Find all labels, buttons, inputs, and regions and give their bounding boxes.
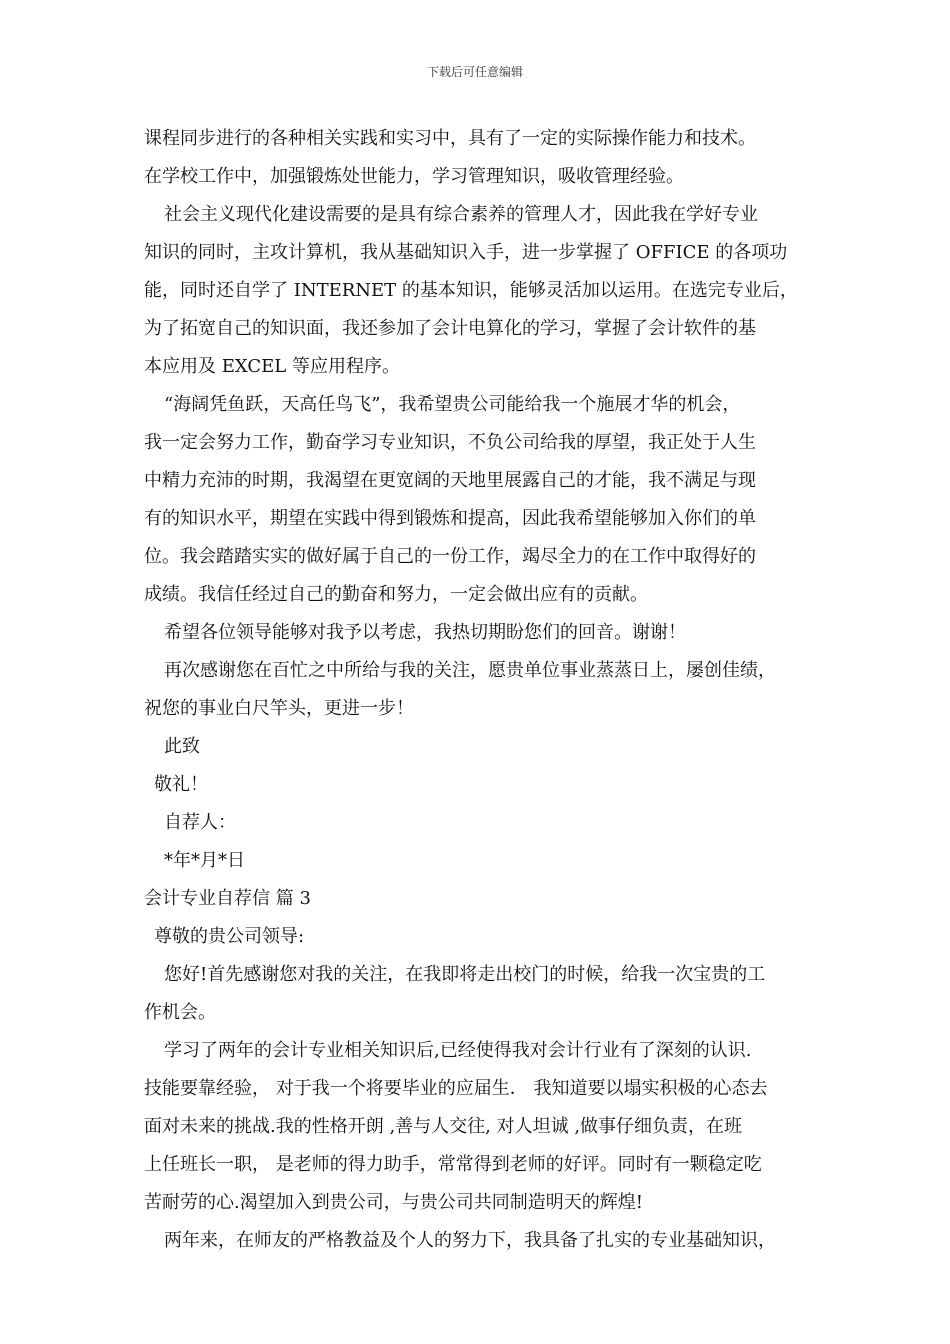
text-line: 中精力充沛的时期，我渴望在更宽阔的天地里展露自己的才能，我不满足与现 (144, 470, 756, 491)
text-line: 苦耐劳的心.渴望加入到贵公司，与贵公司共同制造明天的辉煌! (144, 1192, 643, 1213)
letter-body (144, 120, 824, 1260)
page-header-note: 下载后可任意编辑 (426, 65, 523, 79)
text-line: 敬礼！ (154, 774, 208, 795)
text-line: 您好!首先感谢您对我的关注，在我即将走出校门的时候，给我一次宝贵的工 (164, 964, 766, 985)
text-line: 位。我会踏踏实实的做好属于自己的一份工作，竭尽全力的在工作中取得好的 (144, 546, 756, 567)
text-line: 为了拓宽自己的知识面，我还参加了会计电算化的学习，掌握了会计软件的基 (144, 318, 756, 339)
text-line: “海阔凭鱼跃，天高任鸟飞”，我希望贵公司能给我一个施展才华的机会， (164, 394, 741, 415)
text-line: 再次感谢您在百忙之中所给与我的关注，愿贵单位事业蒸蒸日上，屡创佳绩， (164, 660, 776, 681)
text-line: 上任班长一职， 是老师的得力助手，常常得到老师的好评。同时有一颗稳定吃 (144, 1154, 762, 1175)
text-line: 我一定会努力工作，勤奋学习专业知识，不负公司给我的厚望，我正处于人生 (144, 432, 756, 453)
text-line: 在学校工作中，加强锻炼处世能力，学习管理知识，吸收管理经验。 (144, 166, 684, 187)
text-line: 有的知识水平，期望在实践中得到锻炼和提高，因此我希望能够加入你们的单 (144, 508, 756, 529)
text-line: 技能要靠经验， 对于我一个将要毕业的应届生． 我知道要以塌实积极的心态去 (144, 1078, 768, 1099)
text-line: 本应用及 EXCEL 等应用程序。 (144, 356, 400, 377)
text-line: 成绩。我信任经过自己的勤奋和努力，一定会做出应有的贡献。 (144, 584, 648, 605)
text-line: 能，同时还自学了 INTERNET 的基本知识，能够灵活加以运用。在选完专业后， (144, 280, 798, 301)
text-line: 作机会。 (144, 1002, 216, 1023)
text-line: 面对未来的挑战.我的性格开朗 ,善与人交往, 对人坦诚 ,做事仔细负责，在班 (144, 1116, 743, 1137)
text-line: 两年来，在师友的严格教益及个人的努力下，我具备了扎实的专业基础知识， (164, 1230, 776, 1251)
text-line: 学习了两年的会计专业相关知识后,已经使得我对会计行业有了深刻的认识. (164, 1040, 752, 1061)
text-line: 社会主义现代化建设需要的是具有综合素养的管理人才，因此我在学好专业 (164, 204, 758, 225)
text-line: 课程同步进行的各种相关实践和实习中，具有了一定的实际操作能力和技术。 (144, 128, 756, 149)
text-line: 自荐人： (164, 812, 236, 833)
text-line: 希望各位领导能够对我予以考虑，我热切期盼您们的回音。谢谢！ (164, 622, 686, 643)
text-line: *年*月*日 (164, 850, 245, 871)
text-line: 此致 (164, 736, 200, 757)
text-line: 会计专业自荐信 篇 3 (144, 888, 311, 909)
text-line: 知识的同时，主攻计算机，我从基础知识入手，进一步掌握了 OFFICE 的各项功 (144, 242, 788, 263)
text-line: 祝您的事业白尺竿头，更进一步！ (144, 698, 414, 719)
text-line: 尊敬的贵公司领导: (154, 926, 305, 947)
